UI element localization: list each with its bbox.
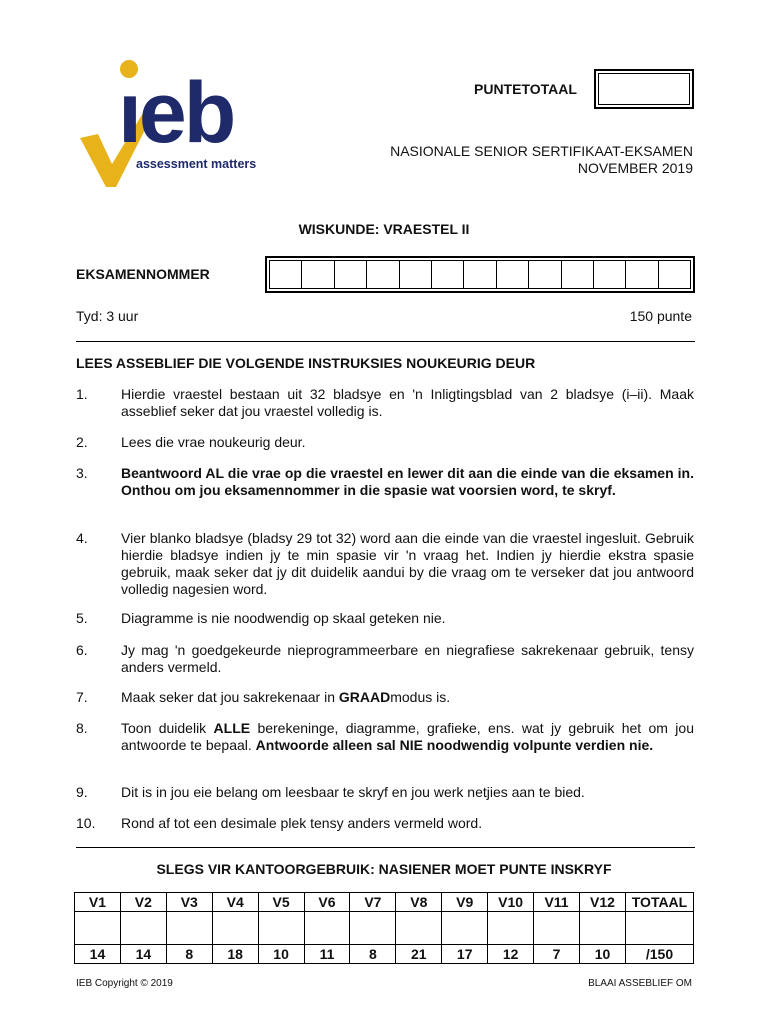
table-header: V8	[396, 893, 442, 912]
max-mark: 18	[212, 945, 258, 964]
table-header: V1	[75, 893, 121, 912]
instruction-item: 1. Hierdie vraestel bestaan uit 32 bladsye en 'n Inligtingsblad van 2 bladsye (i–ii). Maak asseblief seker dat jou vraestel volledig is.	[76, 386, 694, 419]
table-header: V11	[534, 893, 580, 912]
table-header: V6	[304, 893, 350, 912]
exam-number-label: EKSAMENNOMMER	[76, 266, 210, 282]
score-entry-row	[75, 911, 694, 945]
footer-turn-over: BLAAI ASSEBLIEF OM	[588, 978, 692, 989]
score-cell[interactable]	[396, 911, 442, 945]
max-mark: 14	[75, 945, 121, 964]
instruction-item: 5. Diagramme is nie noodwendig op skaal geteken nie.	[76, 610, 446, 626]
table-header-row	[75, 893, 694, 912]
max-marks-row	[75, 945, 694, 964]
logo-tagline: assessment matters	[136, 157, 257, 171]
score-cell[interactable]	[534, 911, 580, 945]
max-mark: 17	[442, 945, 488, 964]
puntetotaal-box[interactable]	[594, 69, 694, 109]
score-cell[interactable]	[120, 911, 166, 945]
marks-table	[74, 892, 694, 964]
instruction-item: 9. Dit is in jou eie belang om leesbaar te skryf en jou werk netjies aan te bied.	[76, 784, 585, 800]
divider	[76, 847, 695, 848]
divider	[76, 341, 695, 342]
instruction-item: 2. Lees die vrae noukeurig deur.	[76, 434, 306, 450]
max-mark: 11	[304, 945, 350, 964]
paper-title: WISKUNDE: VRAESTEL II	[298, 221, 470, 237]
score-cell[interactable]	[442, 911, 488, 945]
exam-date: NOVEMBER 2019	[577, 160, 693, 176]
score-cell[interactable]	[212, 911, 258, 945]
table-header: V2	[120, 893, 166, 912]
score-cell[interactable]	[258, 911, 304, 945]
table-header: V4	[212, 893, 258, 912]
score-cell[interactable]	[75, 911, 121, 945]
instruction-item: 4. Vier blanko bladsye (bladsy 29 tot 32) word aan die einde van die vraestel ingesluit. Gebruik hierdie bladsye indien jy te min spasie vir 'n vraag het. Indien jy hierdie ekstra spasie gebruik, maak seker dat jy dit duidelik aandui by die vraag om te verseker dat jou antwoord volledig nagesien word.	[76, 530, 694, 597]
score-cell[interactable]	[304, 911, 350, 945]
max-mark: 8	[166, 945, 212, 964]
instructions-heading: LEES ASSEBLIEF DIE VOLGENDE INSTRUKSIES NOUKEURIG DEUR	[76, 355, 536, 371]
table-header: V3	[166, 893, 212, 912]
max-mark: 10	[258, 945, 304, 964]
max-mark: 7	[534, 945, 580, 964]
table-header: V12	[579, 893, 625, 912]
table-header: TOTAAL	[626, 893, 694, 912]
score-cell[interactable]	[488, 911, 534, 945]
puntetotaal-label: PUNTETOTAAL	[474, 81, 577, 97]
total-marks: 150 punte	[629, 308, 692, 324]
max-mark: /150	[626, 945, 694, 964]
max-mark: 10	[579, 945, 625, 964]
office-use-heading: SLEGS VIR KANTOORGEBRUIK: NASIENER MOET PUNTE INSKRYF	[156, 861, 612, 877]
score-cell[interactable]	[579, 911, 625, 945]
ieb-logo	[76, 56, 291, 191]
exam-number-grid[interactable]	[265, 256, 695, 293]
instruction-item: 6. Jy mag 'n goedgekeurde nieprogrammeerbare en niegrafiese sakrekenaar gebruik, tensy anders vermeld.	[76, 642, 694, 675]
exam-name: NASIONALE SENIOR SERTIFIKAAT-EKSAMEN	[390, 143, 693, 159]
score-cell[interactable]	[350, 911, 396, 945]
max-mark: 12	[488, 945, 534, 964]
table-header: V9	[442, 893, 488, 912]
instruction-item: 8. Toon duidelik ALLE berekeninge, diagramme, grafieke, ens. wat jy gebruik het om jou antwoorde te bepaal. Antwoorde alleen sal NIE noodwendig volpunte verdien nie.	[76, 720, 694, 753]
table-header: V10	[488, 893, 534, 912]
score-cell[interactable]	[626, 911, 694, 945]
footer-copyright: IEB Copyright © 2019	[76, 978, 173, 989]
table-header: V5	[258, 893, 304, 912]
max-mark: 14	[120, 945, 166, 964]
instruction-item: 7. Maak seker dat jou sakrekenaar in GRAADmodus is.	[76, 689, 451, 705]
svg-text:ıeb: ıeb	[118, 65, 234, 161]
max-mark: 21	[396, 945, 442, 964]
time-allowed: Tyd: 3 uur	[76, 308, 139, 324]
instruction-item: 3. Beantwoord AL die vrae op die vraestel en lewer dit aan die einde van die eksamen in. Onthou om jou eksamennommer in die spasie wat voorsien word, te skryf.	[76, 465, 694, 498]
table-header: V7	[350, 893, 396, 912]
score-cell[interactable]	[166, 911, 212, 945]
max-mark: 8	[350, 945, 396, 964]
instruction-item: 10. Rond af tot een desimale plek tensy anders vermeld word.	[76, 815, 483, 831]
